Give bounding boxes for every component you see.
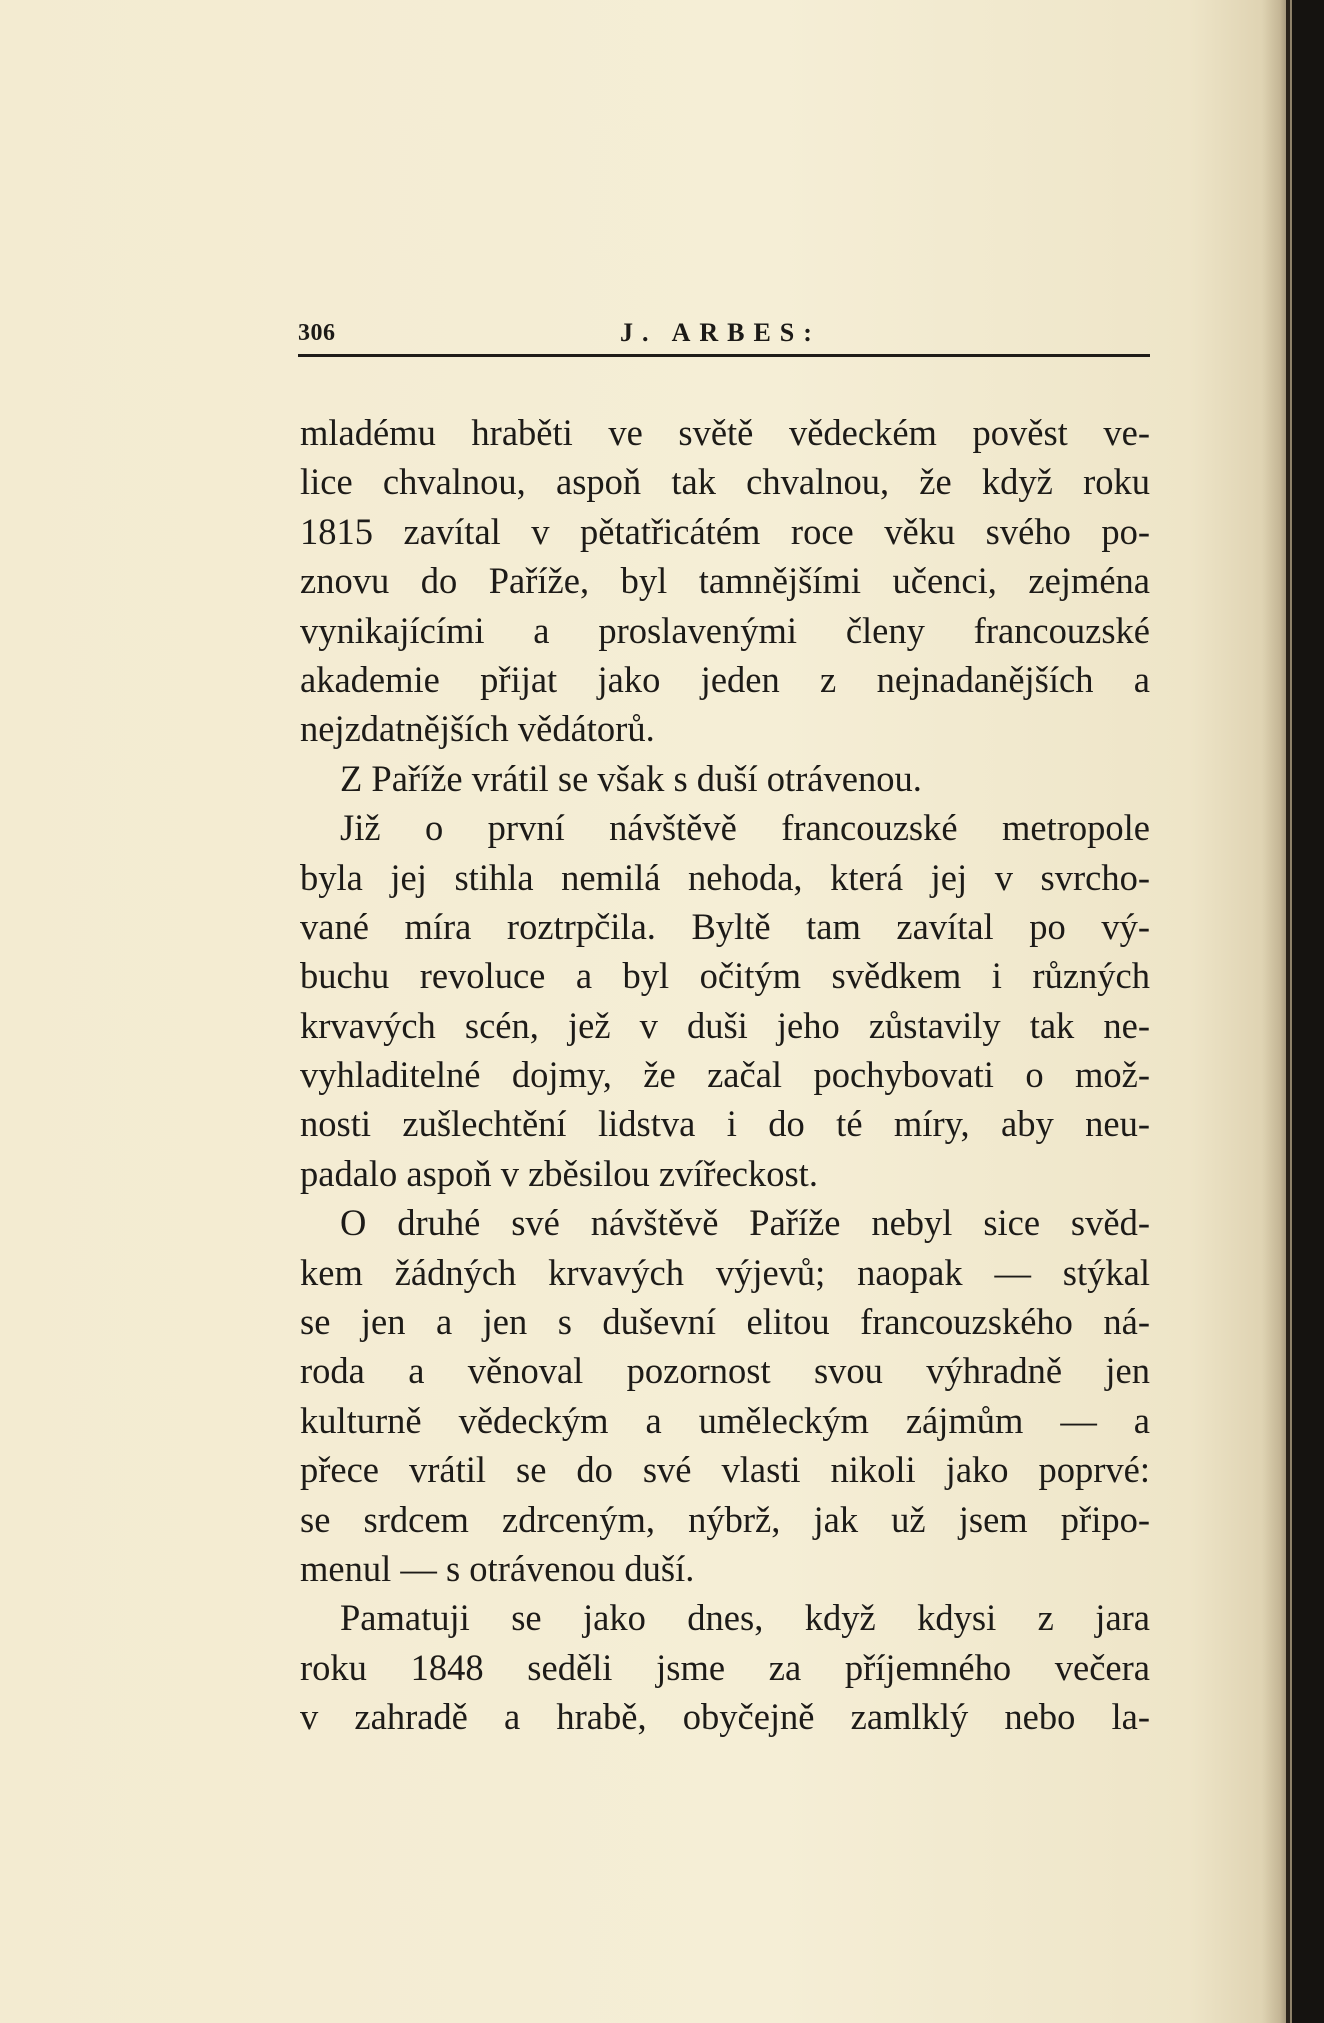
text-line: se srdcem zdrceným, nýbrž, jak už jsem připo- (300, 1498, 1150, 1540)
text-line: lice chvalnou, aspoň tak chvalnou, že když roku (300, 461, 1150, 503)
text-line: se jen a jen s duševní elitou francouzského ná- (300, 1301, 1150, 1343)
text-line: nosti zušlechtění lidstva i do té míry, aby neu- (300, 1103, 1150, 1145)
text-line: padalo aspoň v zběsilou zvířeckost. (300, 1152, 818, 1194)
page-edge (1286, 0, 1290, 2023)
text-line: buchu revoluce a byl očitým svědkem i různých (300, 955, 1150, 997)
header-rule (298, 354, 1150, 357)
text-line: O druhé své návštěvě Paříže nebyl sice svěd- (340, 1202, 1150, 1244)
text-line: kulturně vědeckým a uměleckým zájmům — a (300, 1399, 1150, 1441)
running-head: J. ARBES: (620, 318, 821, 347)
body-text (300, 408, 1150, 1742)
text-line: vynikajícími a proslavenými členy francouzské (300, 609, 1150, 651)
text-line: 1815 zavítal v pětatřicátém roce věku svého po- (300, 510, 1150, 552)
text-line: byla jej stihla nemilá nehoda, která jej v svrcho- (300, 856, 1150, 898)
text-line: vyhladitelné dojmy, že začal pochybovati o mož- (300, 1054, 1150, 1096)
paragraph (300, 1593, 1150, 1741)
text-line: roda a věnoval pozornost svou výhradně jen (300, 1350, 1150, 1392)
paragraph (300, 803, 1150, 1198)
paragraph (300, 408, 1150, 754)
text-line: roku 1848 seděli jsme za příjemného večera (300, 1646, 1150, 1688)
text-line: vané míra roztrpčila. Byltě tam zavítal po vý- (300, 905, 1150, 947)
page-header (298, 316, 1150, 356)
text-line: mladému hraběti ve světě vědeckém pověst ve- (300, 412, 1150, 453)
text-line: v zahradě a hrabě, obyčejně zamlklý nebo la- (300, 1696, 1150, 1738)
paragraph (300, 754, 1150, 803)
paragraph (300, 1198, 1150, 1593)
text-line: nejzdatnějších vědátorů. (300, 708, 655, 750)
text-line: kem žádných krvavých výjevů; naopak — stýkal (300, 1251, 1150, 1293)
text-line: Již o první návštěvě francouzské metropole (340, 807, 1150, 849)
text-line: akademie přijat jako jeden z nejnadanějších a (300, 658, 1150, 700)
text-line: menul — s otrávenou duší. (300, 1547, 695, 1589)
page-number: 306 (298, 320, 336, 346)
text-line: Pamatuji se jako dnes, když kdysi z jara (340, 1597, 1150, 1639)
text-line: krvavých scén, jež v duši jeho zůstavily tak ne- (300, 1004, 1150, 1046)
text-line: přece vrátil se do své vlasti nikoli jako poprvé: (300, 1449, 1150, 1491)
text-line: znovu do Paříže, byl tamnějšími učenci, zejména (300, 560, 1150, 602)
text-line: Z Paříže vrátil se však s duší otrávenou. (340, 757, 922, 799)
